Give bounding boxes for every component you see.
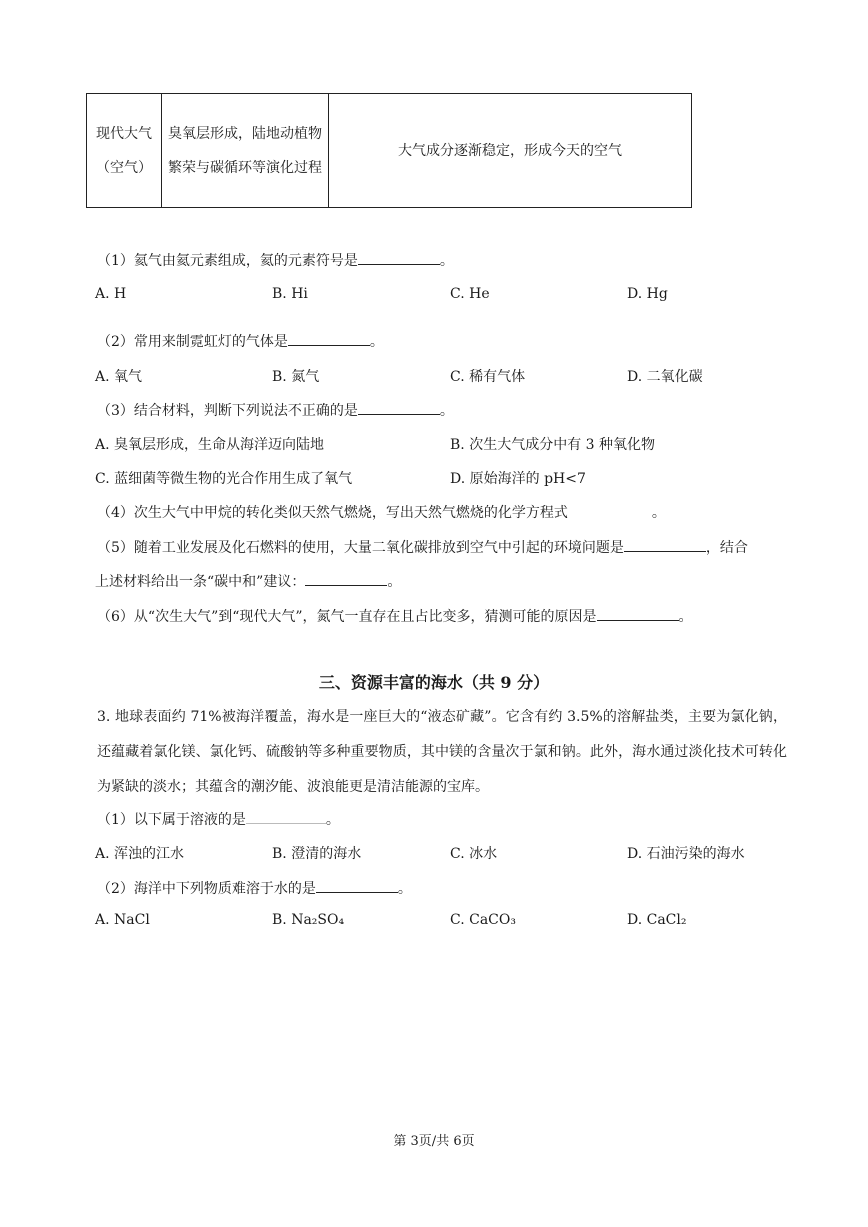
question-3-2: （2）海洋中下列物质难溶于水的是 。 (97, 878, 412, 898)
answer-blank[interactable] (358, 250, 440, 265)
option-c[interactable]: C. He (450, 286, 490, 302)
question-5-line-2: 上述材料给出一条“碳中和”建议： 。 (95, 571, 401, 591)
question-2: （2）常用来制霓虹灯的气体是 。 (97, 331, 384, 351)
option-c[interactable]: C. 稀有气体 (450, 369, 526, 385)
answer-blank[interactable] (288, 331, 370, 346)
option-b[interactable]: B. Hi (272, 286, 308, 302)
option-d[interactable]: D. 二氧化碳 (627, 369, 703, 385)
option-d[interactable]: D. CaCl₂ (627, 912, 687, 928)
answer-blank[interactable] (246, 809, 326, 824)
event-cell: 臭氧层形成，陆地动植物繁荣与碳循环等演化过程 (162, 94, 329, 208)
option-d[interactable]: D. 原始海洋的 pH<7 (450, 471, 586, 487)
option-b[interactable]: B. 澄清的海水 (272, 846, 362, 862)
option-b[interactable]: B. Na₂SO₄ (272, 912, 345, 928)
question-1: （1）氦气由氦元素组成，氦的元素符号是 。 (97, 250, 454, 270)
option-c[interactable]: C. CaCO₃ (450, 912, 516, 928)
option-a[interactable]: A. 氧气 (95, 369, 143, 385)
option-d[interactable]: D. 石油污染的海水 (627, 846, 745, 862)
question-4: （4）次生大气中甲烷的转化类似天然气燃烧，写出天然气燃烧的化学方程式 。 (97, 505, 666, 521)
question-6: （6）从“次生大气”到“现代大气”，氮气一直存在且占比变多，猜测可能的原因是 。 (97, 606, 693, 626)
section-heading: 三、资源丰富的海水（共 9 分） (318, 673, 550, 692)
answer-blank[interactable] (305, 571, 387, 586)
question-5-line-1: （5）随着工业发展及化石燃料的使用，大量二氧化碳排放到空气中引起的环境问题是 ，结合 (97, 537, 748, 557)
option-a[interactable]: A. H (95, 286, 127, 302)
page-footer: 第 3页/共 6页 (393, 1134, 475, 1149)
option-a[interactable]: A. 臭氧层形成，生命从海洋迈向陆地 (95, 437, 325, 453)
option-c[interactable]: C. 蓝细菌等微生物的光合作用生成了氧气 (95, 471, 353, 487)
atmosphere-table (86, 93, 692, 208)
option-b[interactable]: B. 次生大气成分中有 3 种氧化物 (450, 437, 655, 453)
era-cell: 现代大气（空气） (87, 94, 162, 208)
question-3: （3）结合材料，判断下列说法不正确的是 。 (97, 400, 454, 420)
passage: 3. 地球表面约 71%被海洋覆盖，海水是一座巨大的“液态矿藏”。它含有约 3.5%的溶解盐类，主要为氯化钠，还蕴藏着氯化镁、氯化钙、硫酸钠等多种重要物质，其中镁的含量次于氯和钠。此外，海水通过淡化技术可转化为紧缺的淡水；其蕴含的潮汐能、波浪能更是清洁能源的宝库。 (97, 709, 787, 795)
answer-blank[interactable] (624, 537, 706, 552)
option-a[interactable]: A. 浑浊的江水 (95, 846, 185, 862)
question-3-1: （1）以下属于溶液的是 。 (97, 809, 340, 829)
answer-blank[interactable] (358, 400, 440, 415)
feature-cell: 大气成分逐渐稳定，形成今天的空气 (329, 94, 692, 208)
option-b[interactable]: B. 氮气 (272, 369, 320, 385)
option-c[interactable]: C. 冰水 (450, 846, 498, 862)
answer-blank[interactable] (316, 878, 398, 893)
answer-blank[interactable] (597, 606, 679, 621)
option-a[interactable]: A. NaCl (95, 912, 150, 928)
option-d[interactable]: D. Hg (627, 286, 668, 302)
table-row (87, 94, 692, 208)
